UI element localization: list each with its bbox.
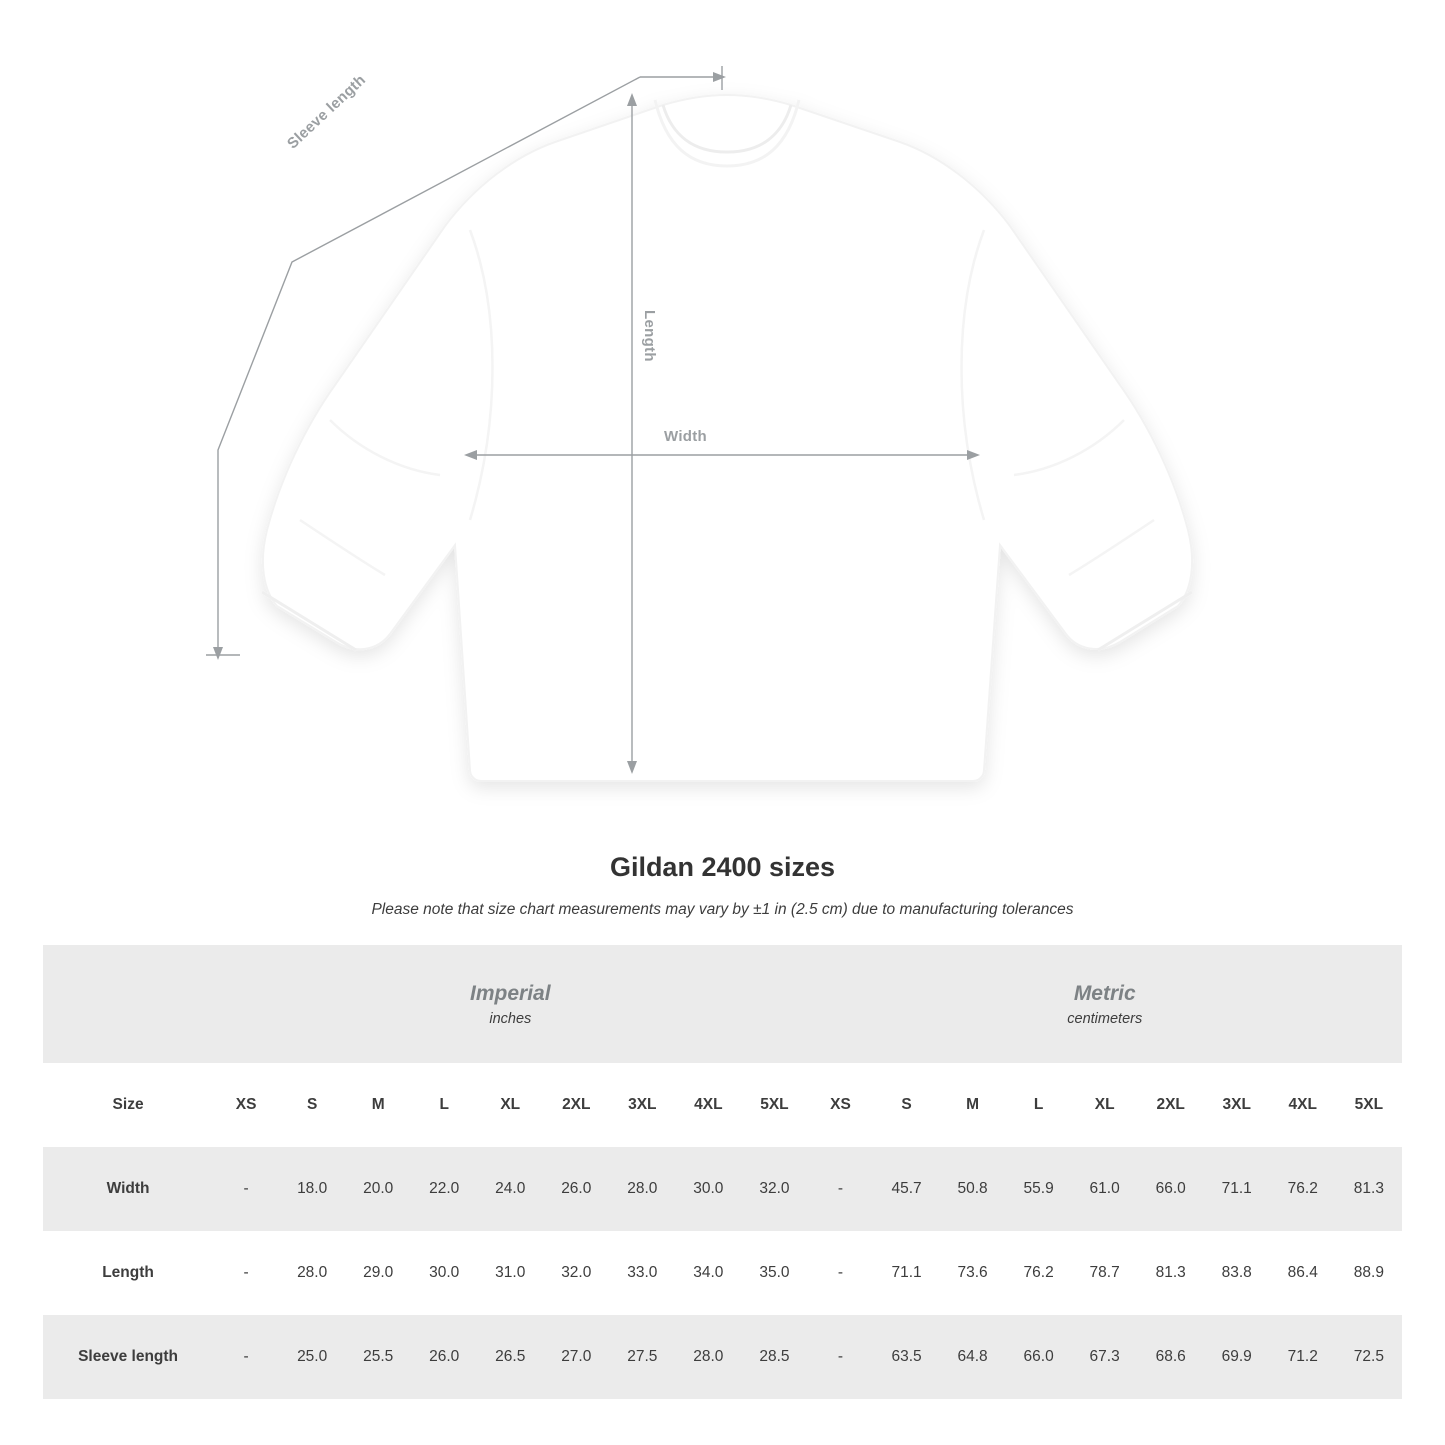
header-size-imperial-xl: XL xyxy=(477,1063,543,1147)
width-metric-xl: 61.0 xyxy=(1072,1147,1138,1231)
width-imperial-2xl: 26.0 xyxy=(543,1147,609,1231)
unit-name-metric: Metric xyxy=(1073,981,1136,1005)
length-imperial-s: 28.0 xyxy=(279,1231,345,1315)
length-imperial-m: 29.0 xyxy=(345,1231,411,1315)
width-imperial-3xl: 28.0 xyxy=(609,1147,675,1231)
length-metric-4xl: 86.4 xyxy=(1270,1231,1336,1315)
sleeve-imperial-2xl: 27.0 xyxy=(543,1315,609,1399)
sleeve-length-label: Sleeve length xyxy=(284,71,370,153)
sleeve-imperial-4xl: 28.0 xyxy=(675,1315,741,1399)
header-size-metric-m: M xyxy=(940,1063,1006,1147)
sleeve-metric-3xl: 69.9 xyxy=(1204,1315,1270,1399)
unit-sub-metric: centimeters xyxy=(1067,1011,1143,1028)
length-imperial-5xl: 35.0 xyxy=(741,1231,807,1315)
header-size-imperial-xs: XS xyxy=(213,1063,279,1147)
sleeve-imperial-s: 25.0 xyxy=(279,1315,345,1399)
header-size-imperial-l: L xyxy=(411,1063,477,1147)
sleeve-metric-l: 66.0 xyxy=(1006,1315,1072,1399)
table-row xyxy=(43,1231,1402,1315)
header-size-metric-3xl: 3XL xyxy=(1204,1063,1270,1147)
unit-header-row xyxy=(43,945,1402,1063)
sleeve-imperial-5xl: 28.5 xyxy=(741,1315,807,1399)
header-size-metric-s: S xyxy=(874,1063,940,1147)
header-size-imperial-4xl: 4XL xyxy=(675,1063,741,1147)
header-size-imperial-2xl: 2XL xyxy=(543,1063,609,1147)
width-metric-2xl: 66.0 xyxy=(1138,1147,1204,1231)
header-size-imperial-3xl: 3XL xyxy=(609,1063,675,1147)
width-imperial-m: 20.0 xyxy=(345,1147,411,1231)
length-imperial-l: 30.0 xyxy=(411,1231,477,1315)
width-metric-l: 55.9 xyxy=(1006,1147,1072,1231)
length-imperial-2xl: 32.0 xyxy=(543,1231,609,1315)
sleeve-metric-s: 63.5 xyxy=(874,1315,940,1399)
width-imperial-xs: - xyxy=(213,1147,279,1231)
header-size-metric-2xl: 2XL xyxy=(1138,1063,1204,1147)
width-label: Width xyxy=(664,428,708,445)
sleeve-imperial-m: 25.5 xyxy=(345,1315,411,1399)
width-imperial-4xl: 30.0 xyxy=(675,1147,741,1231)
shirt-shape xyxy=(262,95,1192,781)
sleeve-metric-xl: 67.3 xyxy=(1072,1315,1138,1399)
row-label-sleeve-length: Sleeve length xyxy=(43,1315,213,1399)
length-metric-m: 73.6 xyxy=(940,1231,1006,1315)
length-imperial-3xl: 33.0 xyxy=(609,1231,675,1315)
length-imperial-4xl: 34.0 xyxy=(675,1231,741,1315)
unit-header-imperial xyxy=(213,945,807,1063)
unit-sub-imperial: inches xyxy=(489,1011,532,1028)
length-metric-xs: - xyxy=(808,1231,874,1315)
chart-heading xyxy=(0,852,1445,919)
width-metric-3xl: 71.1 xyxy=(1204,1147,1270,1231)
header-size-label: Size xyxy=(43,1063,213,1147)
width-imperial-s: 18.0 xyxy=(279,1147,345,1231)
header-size-imperial-s: S xyxy=(279,1063,345,1147)
size-table-wrapper xyxy=(43,945,1402,1399)
width-imperial-5xl: 32.0 xyxy=(741,1147,807,1231)
sleeve-metric-5xl: 72.5 xyxy=(1336,1315,1402,1399)
length-metric-2xl: 81.3 xyxy=(1138,1231,1204,1315)
width-imperial-l: 22.0 xyxy=(411,1147,477,1231)
header-size-metric-5xl: 5XL xyxy=(1336,1063,1402,1147)
tolerance-note: Please note that size chart measurements may vary by ±1 in (2.5 cm) due to manufacturing tolerances xyxy=(371,901,1074,918)
length-metric-5xl: 88.9 xyxy=(1336,1231,1402,1315)
sleeve-metric-m: 64.8 xyxy=(940,1315,1006,1399)
header-size-metric-xl: XL xyxy=(1072,1063,1138,1147)
table-row xyxy=(43,1147,1402,1231)
length-metric-s: 71.1 xyxy=(874,1231,940,1315)
width-metric-s: 45.7 xyxy=(874,1147,940,1231)
size-chart-table xyxy=(43,945,1402,1399)
table-row xyxy=(43,1315,1402,1399)
row-label-width: Width xyxy=(43,1147,213,1231)
length-metric-l: 76.2 xyxy=(1006,1231,1072,1315)
unit-header-metric xyxy=(808,945,1403,1063)
unit-header-spacer xyxy=(43,945,213,1063)
sleeve-metric-4xl: 71.2 xyxy=(1270,1315,1336,1399)
sleeve-metric-2xl: 68.6 xyxy=(1138,1315,1204,1399)
header-size-imperial-5xl: 5XL xyxy=(741,1063,807,1147)
unit-name-imperial: Imperial xyxy=(470,981,551,1005)
header-size-metric-xs: XS xyxy=(808,1063,874,1147)
width-metric-xs: - xyxy=(808,1147,874,1231)
page-title: Gildan 2400 sizes xyxy=(609,852,836,882)
sleeve-imperial-xl: 26.5 xyxy=(477,1315,543,1399)
row-label-length: Length xyxy=(43,1231,213,1315)
length-metric-3xl: 83.8 xyxy=(1204,1231,1270,1315)
length-metric-xl: 78.7 xyxy=(1072,1231,1138,1315)
width-imperial-xl: 24.0 xyxy=(477,1147,543,1231)
header-size-metric-4xl: 4XL xyxy=(1270,1063,1336,1147)
sleeve-imperial-xs: - xyxy=(213,1315,279,1399)
header-size-imperial-m: M xyxy=(345,1063,411,1147)
width-metric-4xl: 76.2 xyxy=(1270,1147,1336,1231)
header-size-metric-l: L xyxy=(1006,1063,1072,1147)
size-header-row xyxy=(43,1063,1402,1147)
sleeve-metric-xs: - xyxy=(808,1315,874,1399)
width-metric-5xl: 81.3 xyxy=(1336,1147,1402,1231)
length-label: Length xyxy=(641,310,658,362)
width-metric-m: 50.8 xyxy=(940,1147,1006,1231)
length-imperial-xl: 31.0 xyxy=(477,1231,543,1315)
sleeve-imperial-l: 26.0 xyxy=(411,1315,477,1399)
length-imperial-xs: - xyxy=(213,1231,279,1315)
sleeve-imperial-3xl: 27.5 xyxy=(609,1315,675,1399)
